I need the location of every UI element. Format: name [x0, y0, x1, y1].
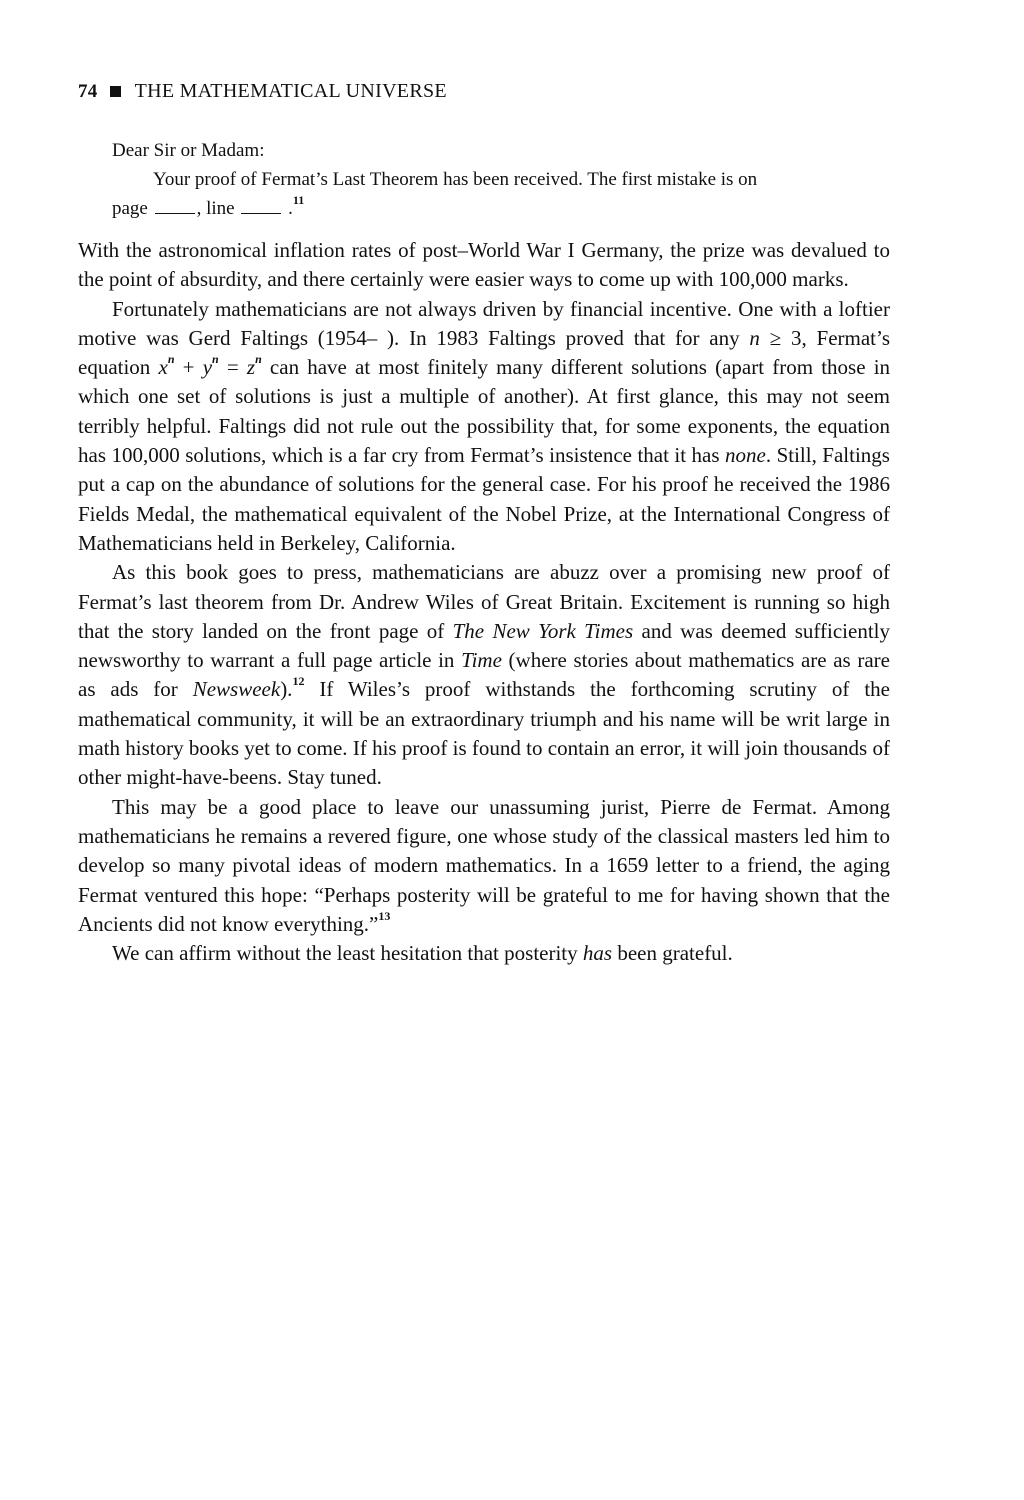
math-var: y: [202, 355, 213, 380]
text-run: can have at most finitely many different solutions (apart from those in which one set of solutions is just a multiple of another). At first glance, this may not seem terribly helpful. Faltings did not rule out the possibility that, for some exponents, the equation has 100,000 solutions, which is a far cry from Fermat’s insistence that it has: [78, 355, 891, 468]
text-run: been grateful.: [612, 941, 733, 966]
math-op: =: [218, 355, 247, 380]
math-var: n: [749, 325, 760, 350]
text-run: (where stories about mathematics are as rare as ads for: [78, 648, 890, 702]
emphasis: Time: [461, 648, 502, 673]
math-exponent: n: [167, 352, 175, 367]
text-run: ≥ 3, Fermat’s equation: [78, 325, 890, 380]
text-run: Fortunately mathematicians are not always driven by financial incentive. One with a loftier motive was Gerd Faltings (1954– ). In 1983 Faltings proved that for any: [78, 296, 890, 350]
letter-blank-line: [112, 194, 892, 223]
emphasis: none: [725, 443, 766, 468]
emphasis: has: [582, 941, 613, 966]
paragraph: With the astronomical inflation rates of post–World War I Germany, the prize was devalued to the point of absurdity, and there certainly were easier ways to come up with 100,000 marks.: [78, 238, 890, 292]
paragraph: [78, 558, 890, 792]
text-run: and was deemed sufficiently newsworthy to warrant a full page article in: [78, 618, 891, 673]
emphasis: The New York Times: [452, 618, 634, 643]
letter-salutation: Dear Sir or Madam:: [112, 140, 265, 161]
footnote-ref-12: 12: [292, 674, 305, 689]
page-word: page: [112, 198, 148, 219]
footnote-ref-13: 13: [378, 908, 391, 923]
text-run: We can affirm without the least hesitation that posterity: [112, 941, 583, 966]
running-head: [78, 80, 447, 103]
text-run: As this book goes to press, mathematicians are abuzz over a promising new proof of Fermat’s last theorem from Dr. Andrew Wiles of Great Britain. Excitement is running so high that the story landed on the front page of: [78, 560, 890, 643]
page-number: 74: [78, 80, 98, 102]
text-run: . Still, Faltings put a cap on the abundance of solutions for the general case. For his proof he received the 1986 Fields Medal, the mathematical equivalent of the Nobel Prize, at the International Congress of Mathematicians held in Berkeley, California.: [78, 443, 890, 555]
footnote-ref-11: 11: [292, 192, 305, 207]
math-op: +: [174, 355, 203, 380]
text-run: This may be a good place to leave our unassuming jurist, Pierre de Fermat. Among mathematicians he remains a revered figure, one whose study of the classical masters led him to develop so many pivotal ideas of modern mathematics. In a 1659 letter to a friend, the aging Fermat ventured this hope: “Perhaps posterity will be grateful to me for having shown that the Ancients did not know everything.”: [78, 794, 890, 936]
line-word: , line: [196, 198, 235, 219]
paragraph: [78, 939, 890, 968]
line-blank: [241, 199, 281, 214]
math-exponent: n: [212, 352, 219, 367]
body-text: [78, 236, 890, 968]
page-blank: [155, 199, 195, 214]
letter-quote: [112, 136, 892, 223]
text-run: If Wiles’s proof withstands the forthcoming scrutiny of the mathematical community, it will be an extraordinary triumph and his name will be writ large in math history books yet to come. If his proof is found to contain an error, it will join thousands of other might-have-beens. Stay tuned.: [78, 677, 890, 790]
emphasis: Newsweek: [192, 677, 281, 702]
math-var: x: [158, 355, 168, 380]
letter-line: Your proof of Fermat’s Last Theorem has been received. The first mistake is on: [153, 169, 758, 190]
book-title: THE MATHEMATICAL UNIVERSE: [134, 80, 447, 102]
letter-period: .: [288, 198, 293, 219]
square-bullet-icon: [110, 86, 121, 97]
paragraph: [78, 295, 890, 559]
text-run: ).: [280, 677, 293, 702]
paragraph: [78, 793, 890, 939]
math-exponent: n: [255, 352, 262, 367]
math-var: z: [246, 355, 256, 380]
